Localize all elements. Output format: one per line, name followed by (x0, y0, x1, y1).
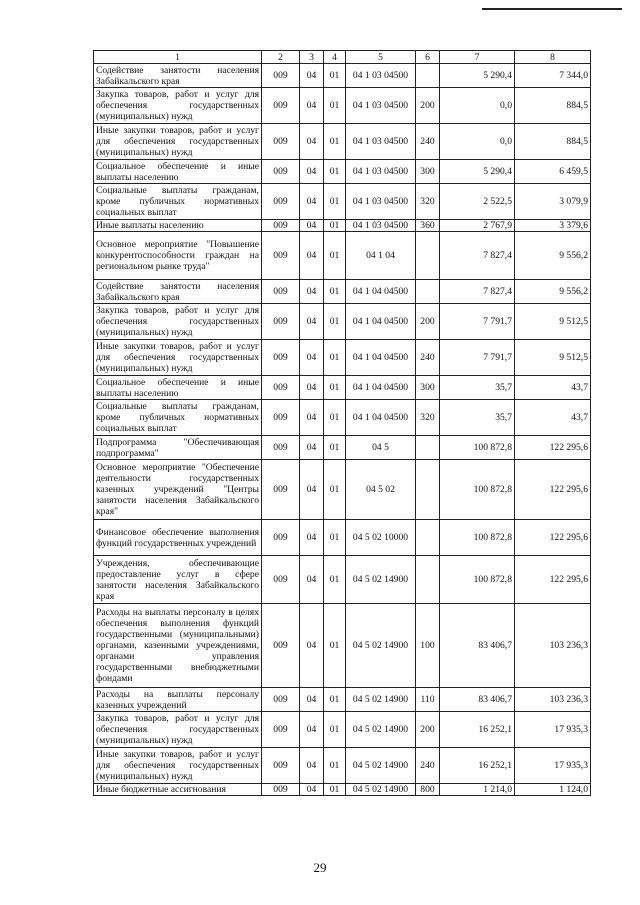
table-row (94, 220, 591, 232)
row-value-8: 122 295,6 (515, 556, 591, 604)
row-name: Расходы на выплаты персоналу в целях обеспечения выполнения функций государственными (муниципальными) органами, казенными учреждениями, органами управления государственными внебюджетными фондами (94, 604, 262, 688)
row-ved: 009 (262, 340, 300, 376)
row-csr: 04 1 03 04500 (346, 64, 416, 88)
row-value-7: 0,0 (440, 88, 515, 124)
row-vr: 300 (416, 376, 440, 400)
row-vr: 320 (416, 184, 440, 220)
row-csr: 04 5 02 14900 (346, 748, 416, 784)
row-csr: 04 5 02 14900 (346, 688, 416, 712)
row-name: Иные бюджетные ассигнования (94, 784, 262, 796)
header-cell: 2 (262, 51, 300, 64)
row-value-7: 7 827,4 (440, 280, 515, 304)
table-row (94, 436, 591, 460)
row-name: Социальное обеспечение и иные выплаты населению (94, 160, 262, 184)
row-value-8: 9 512,5 (515, 304, 591, 340)
table-row (94, 232, 591, 280)
row-csr: 04 1 04 04500 (346, 340, 416, 376)
row-pr: 01 (324, 220, 346, 232)
row-vr: 320 (416, 400, 440, 436)
table-row (94, 124, 591, 160)
row-ved: 009 (262, 280, 300, 304)
row-value-7: 7 827,4 (440, 232, 515, 280)
header-row (94, 51, 591, 64)
table-row (94, 460, 591, 520)
row-ved: 009 (262, 784, 300, 796)
row-vr (416, 280, 440, 304)
row-csr: 04 1 04 04500 (346, 280, 416, 304)
row-rz: 04 (300, 520, 324, 556)
row-pr: 01 (324, 748, 346, 784)
row-vr: 240 (416, 340, 440, 376)
row-rz: 04 (300, 376, 324, 400)
row-ved: 009 (262, 88, 300, 124)
row-pr: 01 (324, 232, 346, 280)
row-name: Иные закупки товаров, работ и услуг для обеспечения государственных (муниципальных) нужд (94, 124, 262, 160)
table-row (94, 556, 591, 604)
row-rz: 04 (300, 784, 324, 796)
row-pr: 01 (324, 784, 346, 796)
row-value-7: 16 252,1 (440, 748, 515, 784)
row-name: Закупка товаров, работ и услуг для обеспечения государственных (муниципальных) нужд (94, 304, 262, 340)
row-value-8: 43,7 (515, 400, 591, 436)
row-csr: 04 5 02 14900 (346, 556, 416, 604)
row-csr: 04 5 02 10000 (346, 520, 416, 556)
row-rz: 04 (300, 160, 324, 184)
header-cell: 1 (94, 51, 262, 64)
header-cell: 5 (346, 51, 416, 64)
row-name: Социальные выплаты гражданам, кроме публичных нормативных социальных выплат (94, 400, 262, 436)
row-rz: 04 (300, 712, 324, 748)
row-rz: 04 (300, 304, 324, 340)
row-name: Социальное обеспечение и иные выплаты населению (94, 376, 262, 400)
row-name: Содействие занятости населения Забайкальского края (94, 280, 262, 304)
row-csr: 04 1 03 04500 (346, 160, 416, 184)
row-ved: 009 (262, 124, 300, 160)
row-csr: 04 5 (346, 436, 416, 460)
row-value-7: 35,7 (440, 400, 515, 436)
row-vr: 200 (416, 712, 440, 748)
row-pr: 01 (324, 340, 346, 376)
row-rz: 04 (300, 556, 324, 604)
row-pr: 01 (324, 712, 346, 748)
row-ved: 009 (262, 232, 300, 280)
row-value-7: 83 406,7 (440, 604, 515, 688)
row-pr: 01 (324, 376, 346, 400)
row-pr: 01 (324, 304, 346, 340)
row-value-7: 0,0 (440, 124, 515, 160)
row-csr: 04 5 02 14900 (346, 604, 416, 688)
row-rz: 04 (300, 436, 324, 460)
row-ved: 009 (262, 184, 300, 220)
row-value-7: 100 872,8 (440, 460, 515, 520)
table-row (94, 64, 591, 88)
row-csr: 04 1 03 04500 (346, 88, 416, 124)
row-vr (416, 460, 440, 520)
table-row (94, 604, 591, 688)
row-value-8: 884,5 (515, 88, 591, 124)
row-vr (416, 436, 440, 460)
row-ved: 009 (262, 64, 300, 88)
row-rz: 04 (300, 88, 324, 124)
row-vr (416, 556, 440, 604)
row-name: Закупка товаров, работ и услуг для обеспечения государственных (муниципальных) нужд (94, 88, 262, 124)
row-value-7: 100 872,8 (440, 436, 515, 460)
top-rule (482, 8, 622, 10)
row-name: Основное мероприятие "Повышение конкурентоспособности граждан на региональном рынке труда" (94, 232, 262, 280)
row-value-7: 7 791,7 (440, 304, 515, 340)
row-rz: 04 (300, 400, 324, 436)
row-vr (416, 64, 440, 88)
row-rz: 04 (300, 460, 324, 520)
row-ved: 009 (262, 748, 300, 784)
row-rz: 04 (300, 280, 324, 304)
budget-table (93, 50, 591, 796)
page-number: 29 (313, 860, 327, 875)
row-csr: 04 1 03 04500 (346, 184, 416, 220)
table-row (94, 160, 591, 184)
row-csr: 04 1 03 04500 (346, 220, 416, 232)
row-name: Основное мероприятие "Обеспечение деятельности государственных казенных учреждений "Центры занятости населения Забайкальского края" (94, 460, 262, 520)
table-row (94, 184, 591, 220)
table-row (94, 88, 591, 124)
row-value-8: 17 935,3 (515, 712, 591, 748)
row-value-8: 122 295,6 (515, 436, 591, 460)
row-rz: 04 (300, 232, 324, 280)
row-pr: 01 (324, 604, 346, 688)
row-ved: 009 (262, 376, 300, 400)
row-rz: 04 (300, 340, 324, 376)
table-row (94, 748, 591, 784)
row-value-8: 1 124,0 (515, 784, 591, 796)
row-vr: 240 (416, 748, 440, 784)
row-value-8: 884,5 (515, 124, 591, 160)
row-pr: 01 (324, 160, 346, 184)
row-vr: 110 (416, 688, 440, 712)
row-value-7: 7 791,7 (440, 340, 515, 376)
row-pr: 01 (324, 688, 346, 712)
row-csr: 04 1 04 (346, 232, 416, 280)
row-vr: 200 (416, 304, 440, 340)
row-ved: 009 (262, 436, 300, 460)
row-value-7: 35,7 (440, 376, 515, 400)
row-value-7: 16 252,1 (440, 712, 515, 748)
row-value-7: 83 406,7 (440, 688, 515, 712)
row-value-7: 5 290,4 (440, 64, 515, 88)
row-ved: 009 (262, 556, 300, 604)
row-rz: 04 (300, 124, 324, 160)
row-value-8: 103 236,3 (515, 604, 591, 688)
row-value-8: 9 512,5 (515, 340, 591, 376)
row-csr: 04 1 04 04500 (346, 304, 416, 340)
row-name: Подпрограмма "Обеспечивающая подпрограмма" (94, 436, 262, 460)
row-ved: 009 (262, 160, 300, 184)
row-value-8: 9 556,2 (515, 232, 591, 280)
header-cell: 6 (416, 51, 440, 64)
row-ved: 009 (262, 712, 300, 748)
row-csr: 04 1 04 04500 (346, 400, 416, 436)
row-rz: 04 (300, 688, 324, 712)
table-row (94, 400, 591, 436)
row-value-7: 2 767,9 (440, 220, 515, 232)
table-row (94, 712, 591, 748)
row-csr: 04 5 02 14900 (346, 712, 416, 748)
row-rz: 04 (300, 220, 324, 232)
table-row (94, 280, 591, 304)
row-ved: 009 (262, 688, 300, 712)
table-row (94, 376, 591, 400)
row-vr: 360 (416, 220, 440, 232)
row-pr: 01 (324, 400, 346, 436)
row-rz: 04 (300, 64, 324, 88)
row-name: Расходы на выплаты персоналу казенных учреждений (94, 688, 262, 712)
row-vr: 100 (416, 604, 440, 688)
table-row (94, 520, 591, 556)
row-vr: 200 (416, 88, 440, 124)
row-ved: 009 (262, 604, 300, 688)
row-pr: 01 (324, 520, 346, 556)
row-value-7: 100 872,8 (440, 556, 515, 604)
row-name: Иные выплаты населению (94, 220, 262, 232)
row-rz: 04 (300, 748, 324, 784)
row-pr: 01 (324, 88, 346, 124)
row-value-7: 5 290,4 (440, 160, 515, 184)
row-pr: 01 (324, 64, 346, 88)
table-row (94, 688, 591, 712)
row-name: Социальные выплаты гражданам, кроме публичных нормативных социальных выплат (94, 184, 262, 220)
row-value-8: 122 295,6 (515, 460, 591, 520)
row-ved: 009 (262, 520, 300, 556)
row-vr (416, 520, 440, 556)
row-value-8: 6 459,5 (515, 160, 591, 184)
row-pr: 01 (324, 184, 346, 220)
row-value-8: 7 344,0 (515, 64, 591, 88)
row-vr (416, 232, 440, 280)
row-ved: 009 (262, 304, 300, 340)
row-name: Иные закупки товаров, работ и услуг для обеспечения государственных (муниципальных) нужд (94, 748, 262, 784)
row-name: Учреждения, обеспечивающие предоставление услуг в сфере занятости населения Забайкальского края (94, 556, 262, 604)
row-ved: 009 (262, 400, 300, 436)
row-rz: 04 (300, 604, 324, 688)
header-cell: 3 (300, 51, 324, 64)
row-csr: 04 5 02 14900 (346, 784, 416, 796)
row-value-8: 3 379,6 (515, 220, 591, 232)
table-row (94, 784, 591, 796)
row-value-7: 1 214,0 (440, 784, 515, 796)
row-vr: 800 (416, 784, 440, 796)
header-cell: 8 (515, 51, 591, 64)
row-value-8: 17 935,3 (515, 748, 591, 784)
table-row (94, 340, 591, 376)
table-row (94, 304, 591, 340)
row-vr: 300 (416, 160, 440, 184)
row-value-8: 43,7 (515, 376, 591, 400)
row-pr: 01 (324, 460, 346, 520)
row-name: Финансовое обеспечение выполнения функций государственных учреждений (94, 520, 262, 556)
row-csr: 04 5 02 (346, 460, 416, 520)
row-csr: 04 1 04 04500 (346, 376, 416, 400)
row-value-8: 122 295,6 (515, 520, 591, 556)
row-csr: 04 1 03 04500 (346, 124, 416, 160)
row-pr: 01 (324, 280, 346, 304)
header-cell: 4 (324, 51, 346, 64)
row-name: Содействие занятости населения Забайкальского края (94, 64, 262, 88)
row-value-7: 100 872,8 (440, 520, 515, 556)
row-pr: 01 (324, 556, 346, 604)
row-pr: 01 (324, 436, 346, 460)
row-ved: 009 (262, 220, 300, 232)
row-pr: 01 (324, 124, 346, 160)
row-vr: 240 (416, 124, 440, 160)
row-value-7: 2 522,5 (440, 184, 515, 220)
row-value-8: 9 556,2 (515, 280, 591, 304)
row-value-8: 3 079,9 (515, 184, 591, 220)
row-name: Закупка товаров, работ и услуг для обеспечения государственных (муниципальных) нужд (94, 712, 262, 748)
row-rz: 04 (300, 184, 324, 220)
row-value-8: 103 236,3 (515, 688, 591, 712)
header-cell: 7 (440, 51, 515, 64)
row-name: Иные закупки товаров, работ и услуг для обеспечения государственных (муниципальных) нужд (94, 340, 262, 376)
row-ved: 009 (262, 460, 300, 520)
